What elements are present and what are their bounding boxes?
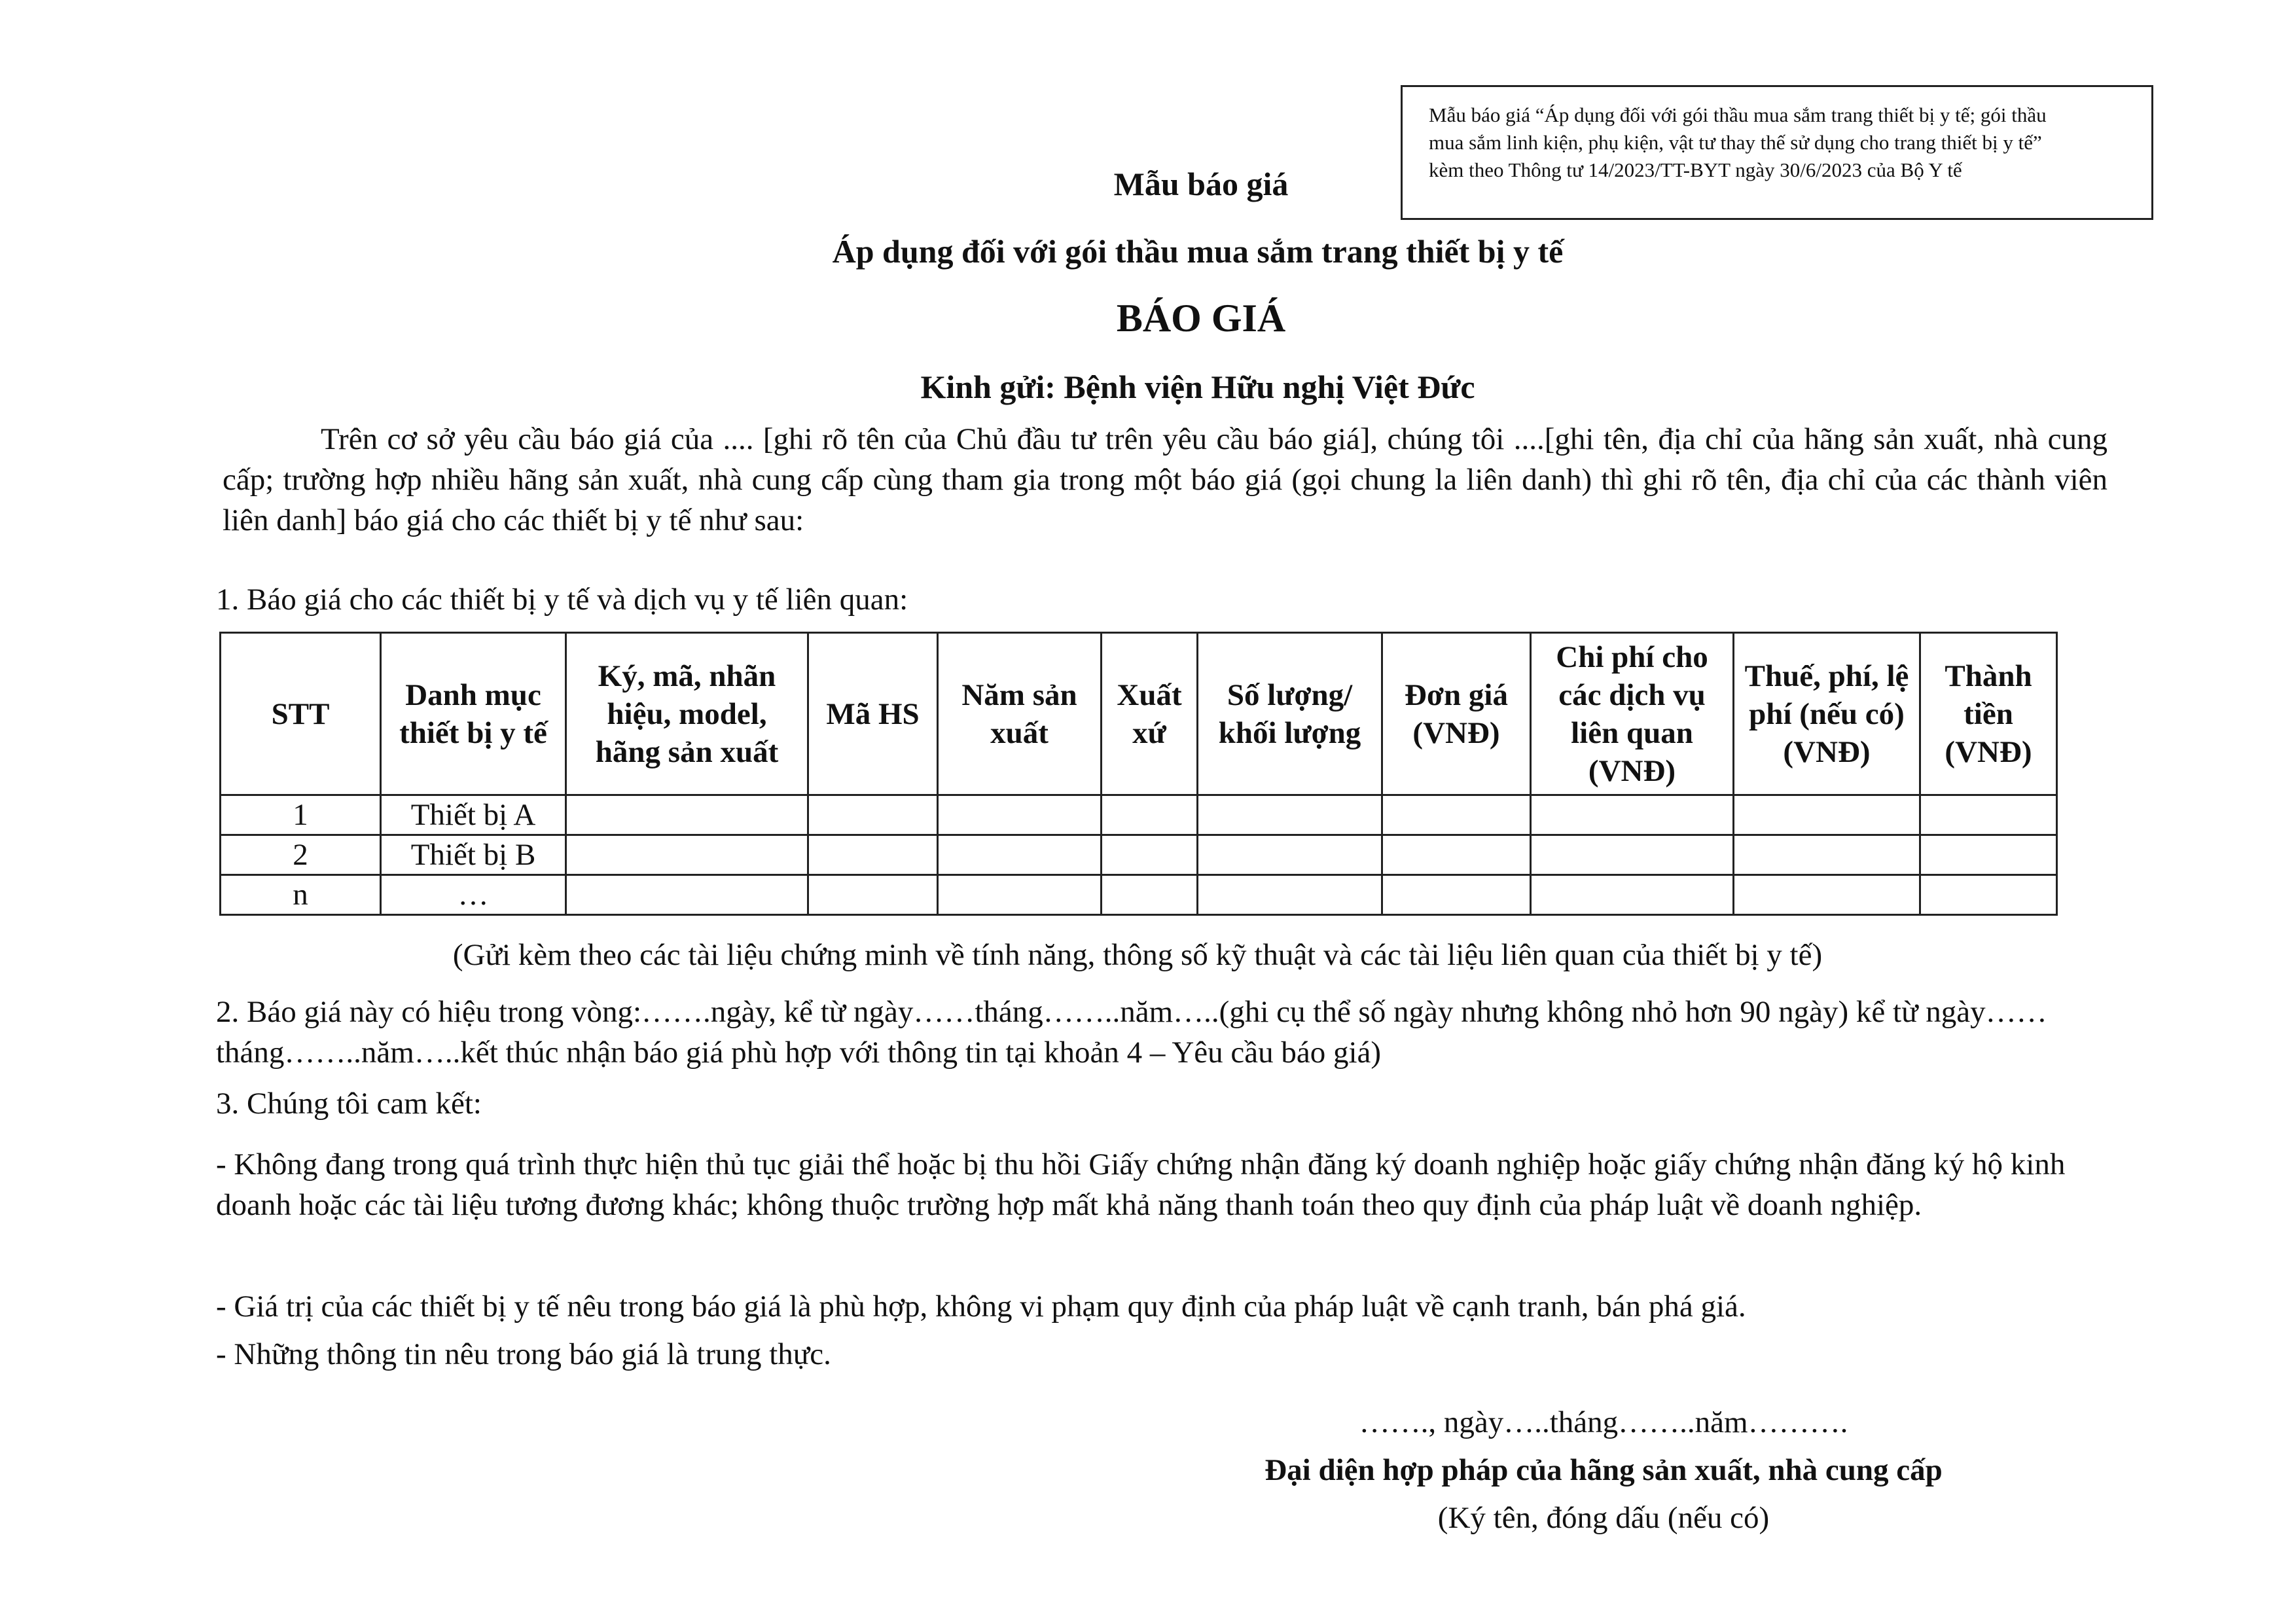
- signature-title: Đại diện hợp pháp của hãng sản xuất, nhà cung cấp: [1265, 1453, 1943, 1487]
- empty-cell: [1198, 795, 1382, 835]
- row-item: Thiết bị A: [381, 795, 566, 835]
- table-row: [221, 795, 2057, 835]
- header-model-brand: Ký, mã, nhãn hiệu, model, hãng sản xuất: [566, 633, 808, 795]
- empty-cell: [1102, 795, 1198, 835]
- header-equipment: Danh mục thiết bị y tế: [381, 633, 566, 795]
- commitment-3: - Những thông tin nêu trong báo giá là trung thực.: [216, 1337, 831, 1371]
- table-header-row: [221, 633, 2057, 795]
- row-item: …: [381, 875, 566, 915]
- header-quantity: Số lượng/ khối lượng: [1198, 633, 1382, 795]
- header-stt: STT: [221, 633, 381, 795]
- signature-note: (Ký tên, đóng dấu (nếu có): [1437, 1501, 1770, 1535]
- document-title: BÁO GIÁ: [1116, 297, 1286, 340]
- header-hs-code: Mã HS: [808, 633, 938, 795]
- empty-cell: [1531, 835, 1734, 875]
- empty-cell: [808, 835, 938, 875]
- intro-paragraph: Trên cơ sở yêu cầu báo giá của .... [ghi rõ tên của Chủ đầu tư trên yêu cầu báo giá], chúng tôi ....[ghi tên, địa chỉ của hãng sản xuất, nhà cung cấp; trường hợp nhiều hãng sản xuất, nhà cung cấp cùng tham gia trong một báo giá (gọi chung la liên danh) thì ghi rõ tên, địa chỉ của các thành viên liên danh] báo giá cho các thiết bị y tế như sau:: [223, 422, 2108, 537]
- empty-cell: [1531, 875, 1734, 915]
- table-row: [221, 835, 2057, 875]
- empty-cell: [938, 795, 1102, 835]
- empty-cell: [808, 875, 938, 915]
- empty-cell: [1920, 835, 2057, 875]
- table-row: [221, 875, 2057, 915]
- empty-cell: [1198, 835, 1382, 875]
- header-total: Thành tiền (VNĐ): [1920, 633, 2057, 795]
- empty-cell: [1382, 835, 1531, 875]
- section-3-heading: 3. Chúng tôi cam kết:: [216, 1087, 482, 1121]
- circular-reference-line-3: kèm theo Thông tư 14/2023/TT-BYT ngày 30/6/2023 của Bộ Y tế: [1429, 158, 1962, 181]
- empty-cell: [938, 875, 1102, 915]
- header-year: Năm sản xuất: [938, 633, 1102, 795]
- header-tax-fee: Thuế, phí, lệ phí (nếu có) (VNĐ): [1734, 633, 1920, 795]
- empty-cell: [1102, 875, 1198, 915]
- empty-cell: [1198, 875, 1382, 915]
- empty-cell: [566, 875, 808, 915]
- commitment-1: - Không đang trong quá trình thực hiện thủ tục giải thể hoặc bị thu hồi Giấy chứng nhận đăng ký doanh nghiệp hoặc giấy chứng nhận đăng ký hộ kinh doanh hoặc các tài liệu tương đương khác; không thuộc trường hợp mất khả năng thanh toán theo quy định của pháp luật về doanh nghiệp.: [216, 1147, 2066, 1222]
- empty-cell: [1734, 795, 1920, 835]
- row-stt: n: [221, 875, 381, 915]
- empty-cell: [1734, 875, 1920, 915]
- empty-cell: [1382, 875, 1531, 915]
- section-1-heading: 1. Báo giá cho các thiết bị y tế và dịch vụ y tế liên quan:: [216, 583, 908, 617]
- header-origin: Xuất xứ: [1102, 633, 1198, 795]
- empty-cell: [1734, 835, 1920, 875]
- header-service-cost: Chi phí cho các dịch vụ liên quan (VNĐ): [1531, 633, 1734, 795]
- section-2-validity: 2. Báo giá này có hiệu trong vòng:…….ngày, kể từ ngày……tháng……..năm…..(ghi cụ thể số ngày nhưng không nhỏ hơn 90 ngày) kể từ ngày……tháng……..năm…..kết thúc nhận báo giá phù hợp với thông tin tại khoản 4 – Yêu cầu báo giá): [216, 995, 2047, 1070]
- empty-cell: [566, 835, 808, 875]
- row-stt: 2: [221, 835, 381, 875]
- header-unit-price: Đơn giá (VNĐ): [1382, 633, 1531, 795]
- circular-reference-box: [1401, 85, 2153, 220]
- recipient-line: Kinh gửi: Bệnh viện Hữu nghị Việt Đức: [920, 369, 1475, 405]
- circular-reference-line-2: mua sắm linh kiện, phụ kiện, vật tư thay thế sử dụng cho trang thiết bị y tế”: [1429, 131, 2042, 154]
- circular-reference-line-1: Mẫu báo giá “Áp dụng đối với gói thầu mua sắm trang thiết bị y tế; gói thầu: [1429, 103, 2047, 126]
- empty-cell: [808, 795, 938, 835]
- empty-cell: [1920, 795, 2057, 835]
- empty-cell: [1531, 795, 1734, 835]
- row-stt: 1: [221, 795, 381, 835]
- signature-date-line: ……., ngày…..tháng……..năm……….: [1359, 1405, 1848, 1439]
- empty-cell: [1920, 875, 2057, 915]
- attachment-note: (Gửi kèm theo các tài liệu chứng minh về tính năng, thông số kỹ thuật và các tài liệu liên quan của thiết bị y tế): [452, 938, 1823, 972]
- quotation-table: [219, 632, 2058, 916]
- empty-cell: [1102, 835, 1198, 875]
- form-title: Mẫu báo giá: [1113, 166, 1289, 202]
- empty-cell: [566, 795, 808, 835]
- row-item: Thiết bị B: [381, 835, 566, 875]
- empty-cell: [938, 835, 1102, 875]
- commitment-2: - Giá trị của các thiết bị y tế nêu trong báo giá là phù hợp, không vi phạm quy định của pháp luật về cạnh tranh, bán phá giá.: [216, 1289, 1746, 1324]
- form-subtitle: Áp dụng đối với gói thầu mua sắm trang thiết bị y tế: [832, 233, 1564, 270]
- empty-cell: [1382, 795, 1531, 835]
